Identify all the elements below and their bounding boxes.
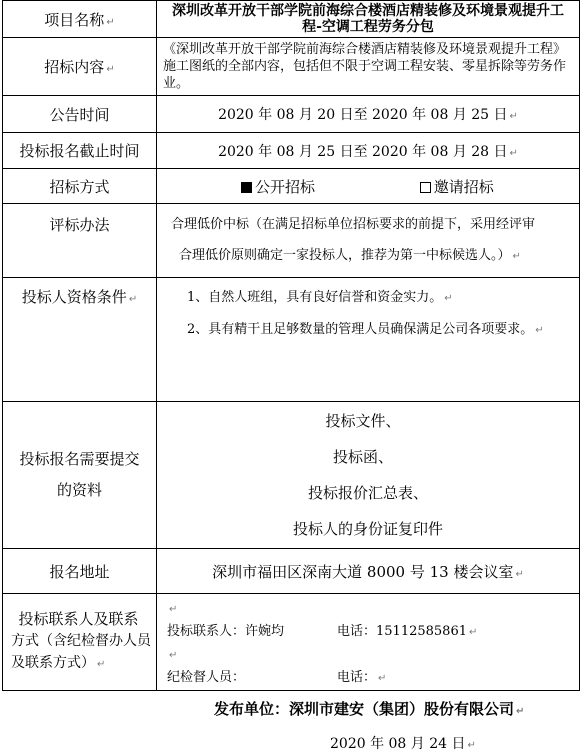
value-contact [157,594,580,691]
contact-phone: 15112585861 [376,624,467,639]
content-line-1: 《深圳改革开放干部学院前海综合楼酒店精装修及环境景观提升工程》 [163,42,567,57]
row-content [3,38,580,96]
material-item [157,439,579,475]
label-text: 投标报名需要提交 [19,450,140,468]
para-mark: ↵ [509,111,518,122]
qualification-item [187,314,579,346]
para-mark: ↵ [97,659,106,670]
phone-label: 电话： [337,670,377,685]
label-text: 报名地址 [49,562,110,581]
value-project [157,1,580,38]
row-deadline [3,133,580,169]
para-mark: ↵ [515,568,524,580]
label-text: 投标联系人及联系 [18,610,139,628]
supervisor-label: 纪检督人员： [167,670,246,685]
label-announce [3,96,157,133]
option-invite-label: 邀请招标 [433,177,494,196]
label-method [3,169,157,204]
value-deadline [157,133,580,169]
issuer [214,698,524,719]
para-mark: ↵ [169,604,178,615]
contact-person: 投标联系人：许婉均 [167,624,285,639]
label-text: 招标内容 [44,58,105,76]
label-content [3,38,157,96]
para-mark: ↵ [378,673,387,684]
para-mark: ↵ [469,627,478,638]
qualification-text: 1、自然人班组，具有良好信誉和资金实力。 [187,290,443,305]
label-deadline [3,133,157,169]
label-address [3,549,157,594]
label-qualification [3,278,157,402]
value-method [157,169,580,204]
checked-box-icon [241,182,252,193]
value-materials [157,402,580,549]
para-mark: ↵ [509,147,518,159]
issuer-text: 发布单位：深圳市建安（集团）股份有限公司 [214,700,515,718]
value-evaluation [157,204,580,278]
issue-date-text: 2020 年 08 月 24 日 [330,736,466,752]
supervisor-line [167,667,579,690]
value-announce [157,96,580,133]
row-materials [3,402,580,549]
unchecked-box-icon [420,182,431,193]
material-text: 投标报价汇总表、 [307,484,428,502]
para-mark: ↵ [169,650,178,661]
label-text: 的资料 [56,481,102,499]
tender-table [2,0,580,691]
announce-date: 2020 年 08 月 20 日至 2020 年 08 月 25 日 [218,107,508,123]
label-text: 评标办法 [49,216,110,234]
label-text: 投标人资格条件 [21,288,127,306]
option-open-label: 公开招标 [255,177,316,196]
para-mark: ↵ [512,251,521,262]
row-project [3,1,580,38]
material-item [157,403,579,439]
option-open[interactable] [241,176,315,197]
contact-person-line [167,621,579,644]
material-item [157,511,579,547]
project-name: 深圳改革开放干部学院前海综合楼酒店精装修及环境景观提升工程-空调工程劳务分包 [172,3,564,35]
material-text: 投标人的身份证复印件 [292,520,443,538]
label-text: 方式（含纪检督办人员 [11,633,151,649]
para-mark: ↵ [128,294,138,305]
content-line-2: 施工图纸的全部内容，包括但不限于空调工程安装、零星拆除等劳务作业。 [163,59,567,91]
row-contact [3,594,580,691]
label-text: 招标方式 [49,177,110,196]
label-contact [3,594,157,691]
para-mark: ↵ [106,16,115,28]
address-text: 深圳市福田区深南大道 8000 号 13 楼会议室 [212,562,514,581]
para-mark: ↵ [467,740,476,751]
para-mark: ↵ [106,64,115,75]
para-mark: ↵ [516,706,525,717]
label-text: 投标报名截止时间 [19,142,140,160]
row-announce [3,96,580,133]
evaluation-line-1: 合理低价中标（在满足招标单位招标要求的前提下，采用经评审 [171,217,536,232]
material-text: 投标函、 [332,448,393,466]
qualification-item [187,282,579,314]
para-mark: ↵ [535,325,544,336]
issue-date [330,733,476,753]
phone-label: 电话： [337,624,377,639]
row-method [3,169,580,204]
material-text: 投标文件、 [325,412,401,430]
material-item [157,475,579,511]
option-invite[interactable] [420,176,494,197]
label-text: 公告时间 [49,105,110,124]
row-qualification [3,278,580,402]
label-materials [3,402,157,549]
row-evaluation [3,204,580,278]
para-mark: ↵ [444,293,453,304]
qualification-text: 2、具有精干且足够数量的管理人员确保满足公司各项要求。 [187,322,534,337]
value-qualification [157,278,580,402]
label-text: 项目名称 [44,10,105,29]
deadline-date: 2020 年 08 月 25 日至 2020 年 08 月 28 日 [218,143,508,160]
value-content [157,38,580,96]
label-evaluation [3,204,157,278]
value-address [157,549,580,594]
label-project [3,1,157,38]
row-address [3,549,580,594]
evaluation-line-2: 合理低价原则确定一家投标人，推荐为第一中标候选人。） [179,248,511,263]
label-text: 及联系方式） [11,655,95,671]
